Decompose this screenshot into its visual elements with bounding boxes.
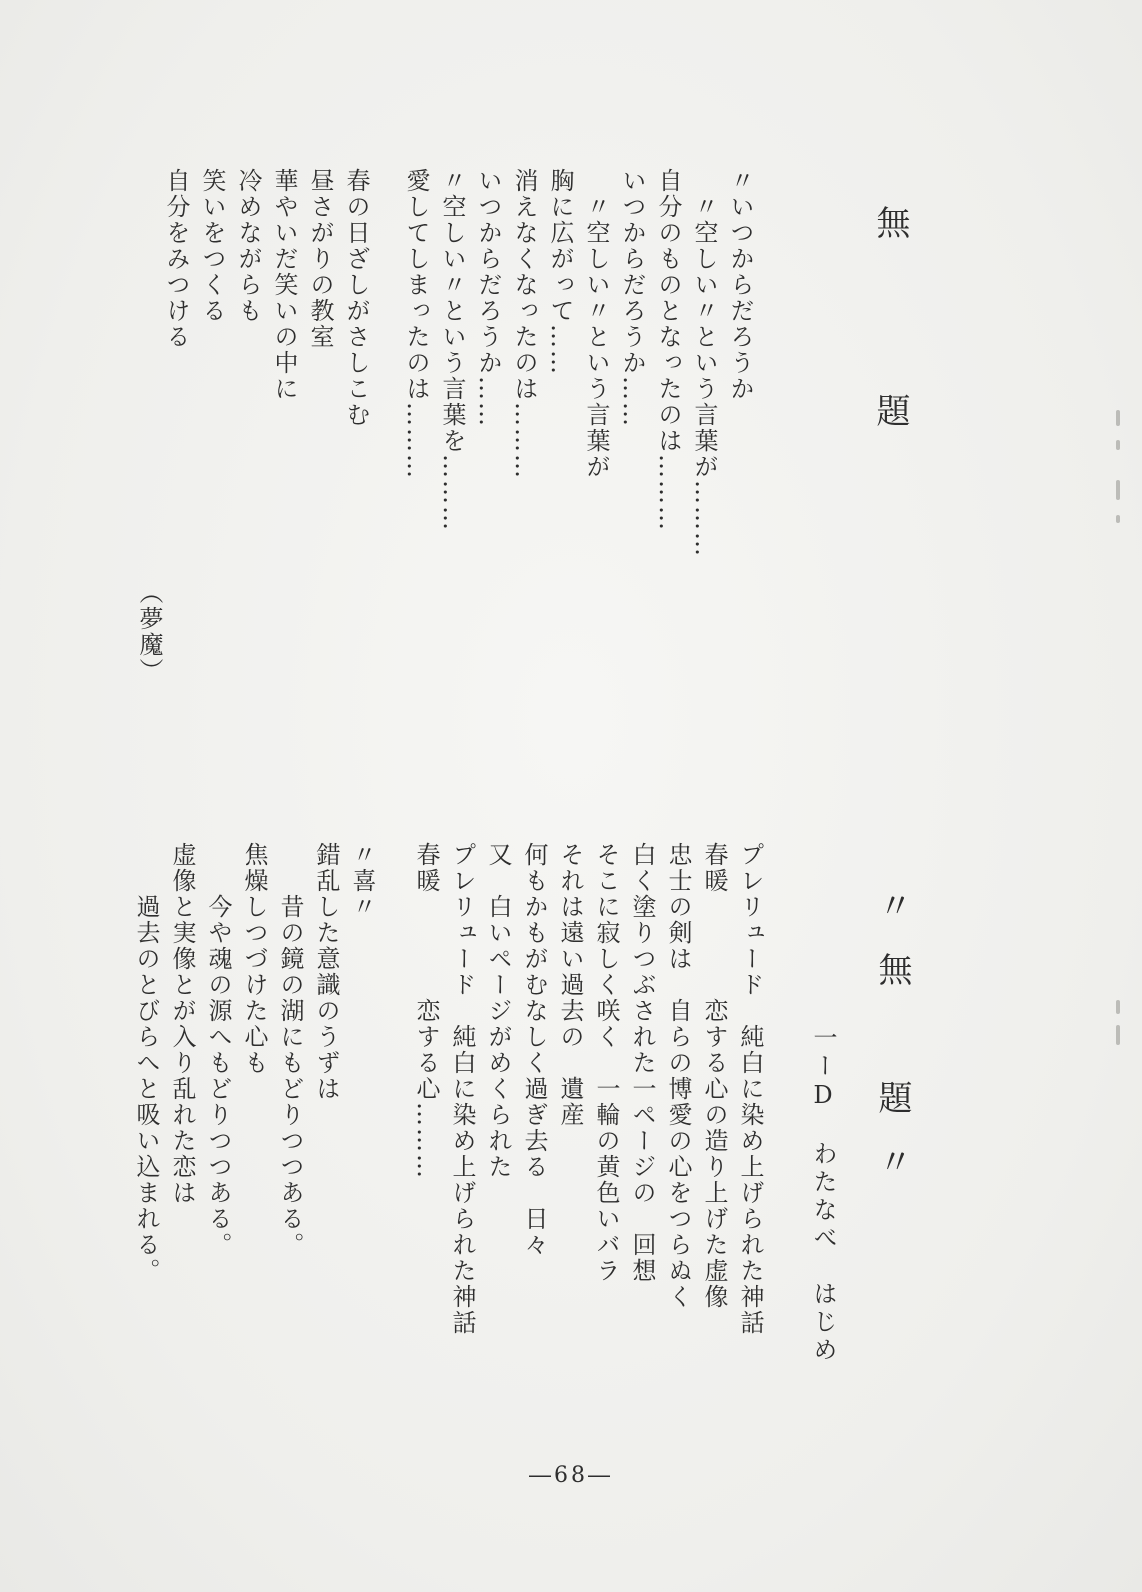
poem-line: 〃空しい〃という言葉が bbox=[582, 168, 610, 480]
poem-line: 胸に広がって…… bbox=[546, 168, 574, 376]
poem-line: 昼さがりの教室 bbox=[306, 168, 334, 350]
poem-line: 春暖 恋する心……… bbox=[412, 842, 440, 1180]
page-number: ―68― bbox=[529, 1463, 613, 1488]
poem-line: 自分をみつける bbox=[162, 168, 190, 350]
poem-line: 白く塗りつぶされた一ページの 回想 bbox=[628, 842, 656, 1284]
poem-line: 〃いつからだろうか bbox=[726, 168, 754, 402]
lower-poem-title: 〃無 題〃 bbox=[872, 888, 912, 1208]
poem-line: 愛してしまったのは……… bbox=[402, 168, 430, 480]
poem-line: 過去のとびらへと吸い込まれる。 bbox=[132, 842, 160, 1284]
poem-line: プレリュード 純白に染め上げられた神話 bbox=[736, 842, 764, 1336]
lower-poem-stanza-2 bbox=[130, 842, 390, 1322]
poem-line: いつからだろうか…… bbox=[474, 168, 502, 428]
poem-line: 今や魂の源へもどりつつある。 bbox=[204, 842, 232, 1258]
upper-poem-stanza-2 bbox=[160, 168, 380, 468]
poem-line: 忠士の剣は 自らの博愛の心をつらぬく bbox=[664, 842, 692, 1310]
binding-mark bbox=[1116, 480, 1120, 500]
poem-line: 華やいだ笑いの中に bbox=[270, 168, 298, 402]
binding-mark bbox=[1116, 1000, 1120, 1014]
poem-line: 〃空しい〃という言葉を……… bbox=[438, 168, 466, 532]
poem-line: 何もかもがむなしく過ぎ去る 日々 bbox=[520, 842, 548, 1258]
poem-line: 虚像と実像とが入り乱れた恋は bbox=[168, 842, 196, 1206]
poem-line: 春の日ざしがさしこむ bbox=[342, 168, 370, 428]
poem-line: 錯乱した意識のうずは bbox=[312, 842, 340, 1102]
poem-line: 〃空しい〃という言葉が……… bbox=[690, 168, 718, 558]
binding-mark bbox=[1116, 515, 1120, 523]
poem-line: それは遠い過去の 遺産 bbox=[556, 842, 584, 1128]
poem-line: 〃喜〃 bbox=[348, 842, 376, 920]
poem-line: 昔の鏡の湖にもどりつつある。 bbox=[276, 842, 304, 1258]
lower-poem-stanza-1 bbox=[410, 842, 774, 1336]
poem-line: 焦燥しつづけた心も bbox=[240, 842, 268, 1076]
binding-mark bbox=[1116, 410, 1120, 426]
upper-poem-stanza-1 bbox=[400, 168, 754, 558]
binding-mark bbox=[1116, 440, 1120, 450]
poem-line: 自分のものとなったのは……… bbox=[654, 168, 682, 532]
poem-line: プレリュード 純白に染め上げられた神話 bbox=[448, 842, 476, 1336]
poem-line: 又 白いページがめくられた bbox=[484, 842, 512, 1180]
poem-line: そこに寂しく咲く 一輪の黄色いバラ bbox=[592, 842, 620, 1284]
upper-poem-title: 無 題 bbox=[870, 205, 910, 487]
poem-line: 笑いをつくる bbox=[198, 168, 226, 324]
upper-poem-author: （夢魔） bbox=[135, 580, 163, 684]
poem-line: 冷めながらも bbox=[234, 168, 262, 324]
poem-line: 消えなくなったのは……… bbox=[510, 168, 538, 480]
poem-line: いつからだろうか…… bbox=[618, 168, 646, 428]
binding-mark bbox=[1116, 1025, 1120, 1045]
poem-line: 春暖 恋する心の造り上げた虚像 bbox=[700, 842, 728, 1310]
lower-poem-author: 一ーD わたなべ はじめ bbox=[809, 1025, 837, 1365]
